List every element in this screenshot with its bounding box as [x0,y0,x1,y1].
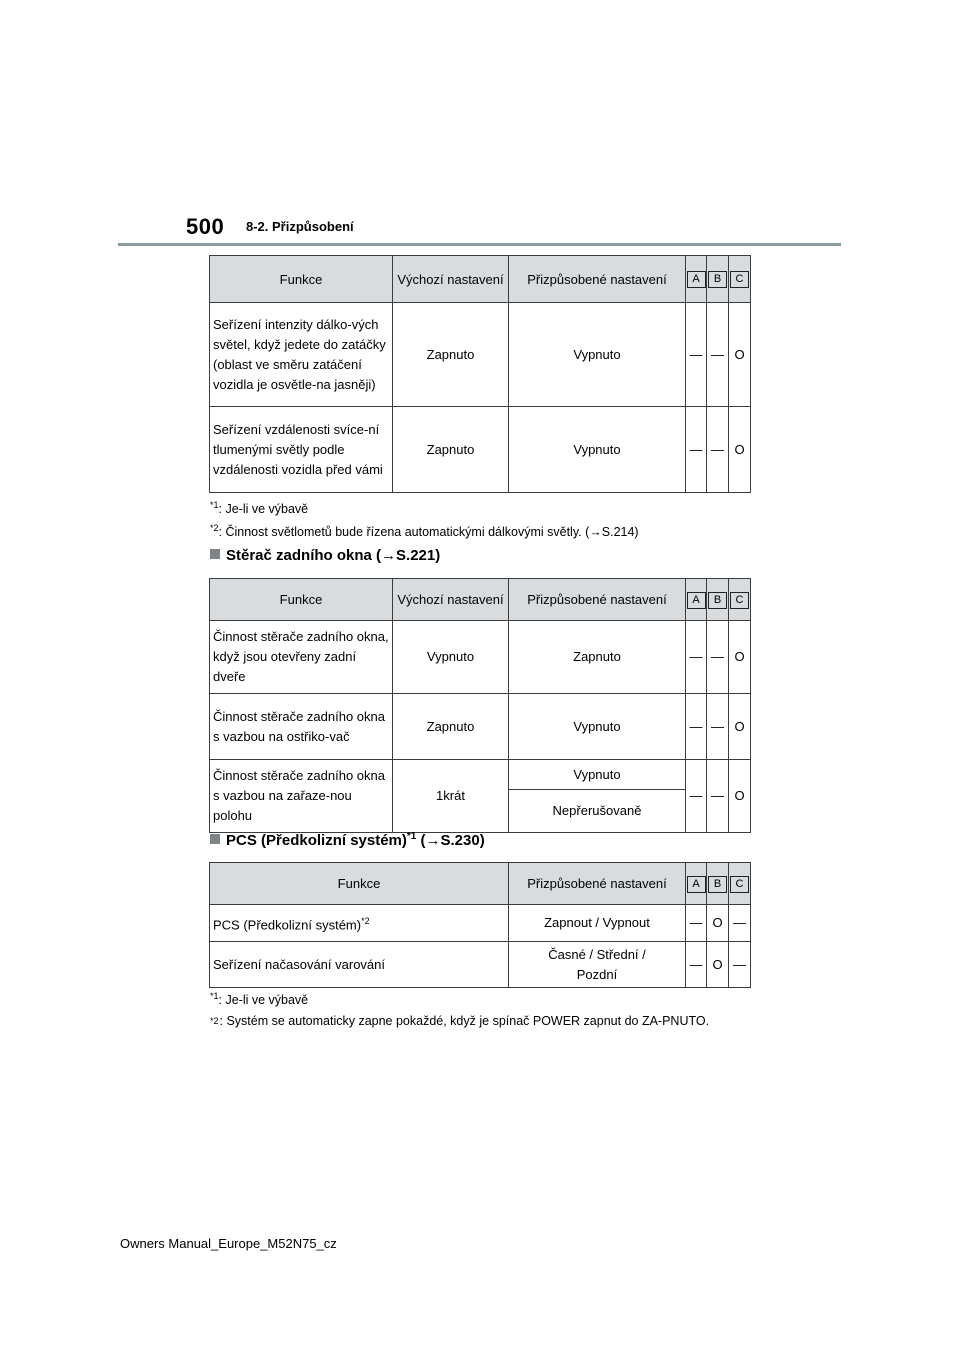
page-number: 500 [186,214,225,239]
footnote-2 [210,520,750,541]
row-b: — [707,407,729,493]
row-function: PCS (Předkolizní systém)$^{*2}$ [210,905,509,942]
column-header-c: C [729,579,751,621]
table-row [210,694,751,760]
column-header-function: Funkce [210,579,393,621]
footer-text: Owners Manual_Europe_M52N75_cz [120,1236,337,1251]
section-heading-pcs: PCS (Předkolizní systém)$^{*1}$ (→S.230) [210,831,485,849]
column-header-b: B [707,863,729,905]
row-b: — [707,303,729,407]
column-header-b: B [707,256,729,303]
table-row [210,621,751,694]
column-header-c: C [729,256,751,303]
row-b: O [707,905,729,942]
table-row [210,407,751,493]
heading-footnote-mark: *1 [406,831,417,842]
footnote-text: : Je-li ve výbavě [218,993,309,1008]
row-a: — [686,905,707,942]
row-default: Zapnuto [393,303,509,407]
table-row [210,303,751,407]
row-b: — [707,621,729,694]
column-header-custom: Přizpůsobené nastavení [509,579,686,621]
section-title: 8-2. Přizpůsobení [246,219,354,234]
table-row [210,905,751,942]
row-custom: Zapnuto [509,621,686,694]
headlight-settings-table [209,255,751,493]
footnote-1 [210,497,750,518]
footnote-text: : Činnost světlometů bude řízena automatickými dálkovými světly. (→S.214) [218,525,639,540]
row-a: — [686,303,707,407]
column-header-a: A [686,256,707,303]
row-a: — [686,760,707,833]
column-header-a: A [686,863,707,905]
row-custom: Časné / Střední / Pozdní [509,942,686,988]
section-heading-rear-wiper: Stěrač zadního okna (→S.221) [210,547,440,564]
row-c: O [729,621,751,694]
column-header-custom: Přizpůsobené nastavení [509,256,686,303]
row-custom: Zapnout / Vypnout [509,905,686,942]
column-header-default: Výchozí nastavení [393,256,509,303]
row-a: — [686,694,707,760]
footnote-1 [210,988,750,1009]
row-footnote-mark: *2 [361,916,370,926]
row-c: O [729,760,751,833]
footnote-mark: *1 [210,500,219,510]
row-default: Vypnuto [393,621,509,694]
column-header-function: Funkce [210,863,509,905]
row-default: Zapnuto [393,407,509,493]
row-b: — [707,760,729,833]
footnote-text: : Systém se automaticky zapne pokaždé, když je spínač POWER zapnut do ZA-PNUTO. [219,1014,710,1028]
column-header-a: A [686,579,707,621]
row-custom: Vypnuto [509,694,686,760]
rear-wiper-settings-table [209,578,751,833]
row-a: — [686,942,707,988]
row-default: 1krát [393,760,509,833]
footnote-mark: *2 [210,1016,219,1026]
row-function: Činnost stěrače zadního okna, když jsou otevřeny zadní dveře [210,621,393,694]
row-c: O [729,303,751,407]
bullet-square-icon [210,834,220,844]
column-header-c: C [729,863,751,905]
footnote-mark: *1 [210,991,219,1001]
table-row [210,760,751,790]
row-custom-option-2: Nepřerušovaně [509,790,686,833]
row-b: O [707,942,729,988]
footnote-2 [210,1013,735,1030]
pcs-settings-table [209,862,751,988]
row-custom-option-1: Vypnuto [509,760,686,790]
row-c: O [729,407,751,493]
bullet-square-icon [210,549,220,559]
row-c: O [729,694,751,760]
row-default: Zapnuto [393,694,509,760]
column-header-default: Výchozí nastavení [393,579,509,621]
footnote-text: : Je-li ve výbavě [218,502,309,517]
row-custom: Vypnuto [509,303,686,407]
row-custom: Vypnuto [509,407,686,493]
header-divider [118,243,841,246]
row-c: — [729,905,751,942]
column-header-custom: Přizpůsobené nastavení [509,863,686,905]
row-function: Činnost stěrače zadního okna s vazbou na ostřiko-vač [210,694,393,760]
row-function: Činnost stěrače zadního okna s vazbou na zařaze-nou polohu [210,760,393,833]
row-a: — [686,621,707,694]
row-b: — [707,694,729,760]
row-function: Seřízení načasování varování [210,942,509,988]
column-header-b: B [707,579,729,621]
row-function: Seřízení vzdálenosti svíce-ní tlumenými světly podle vzdálenosti vozidla před vámi [210,407,393,493]
table-row [210,942,751,988]
row-c: — [729,942,751,988]
row-function: Seřízení intenzity dálko-vých světel, když jedete do zatáčky (oblast ve směru zatáčení vozidla je osvětle-na jasněji) [210,303,393,407]
row-a: — [686,407,707,493]
footnote-mark: *2 [210,523,219,533]
column-header-function: Funkce [210,256,393,303]
